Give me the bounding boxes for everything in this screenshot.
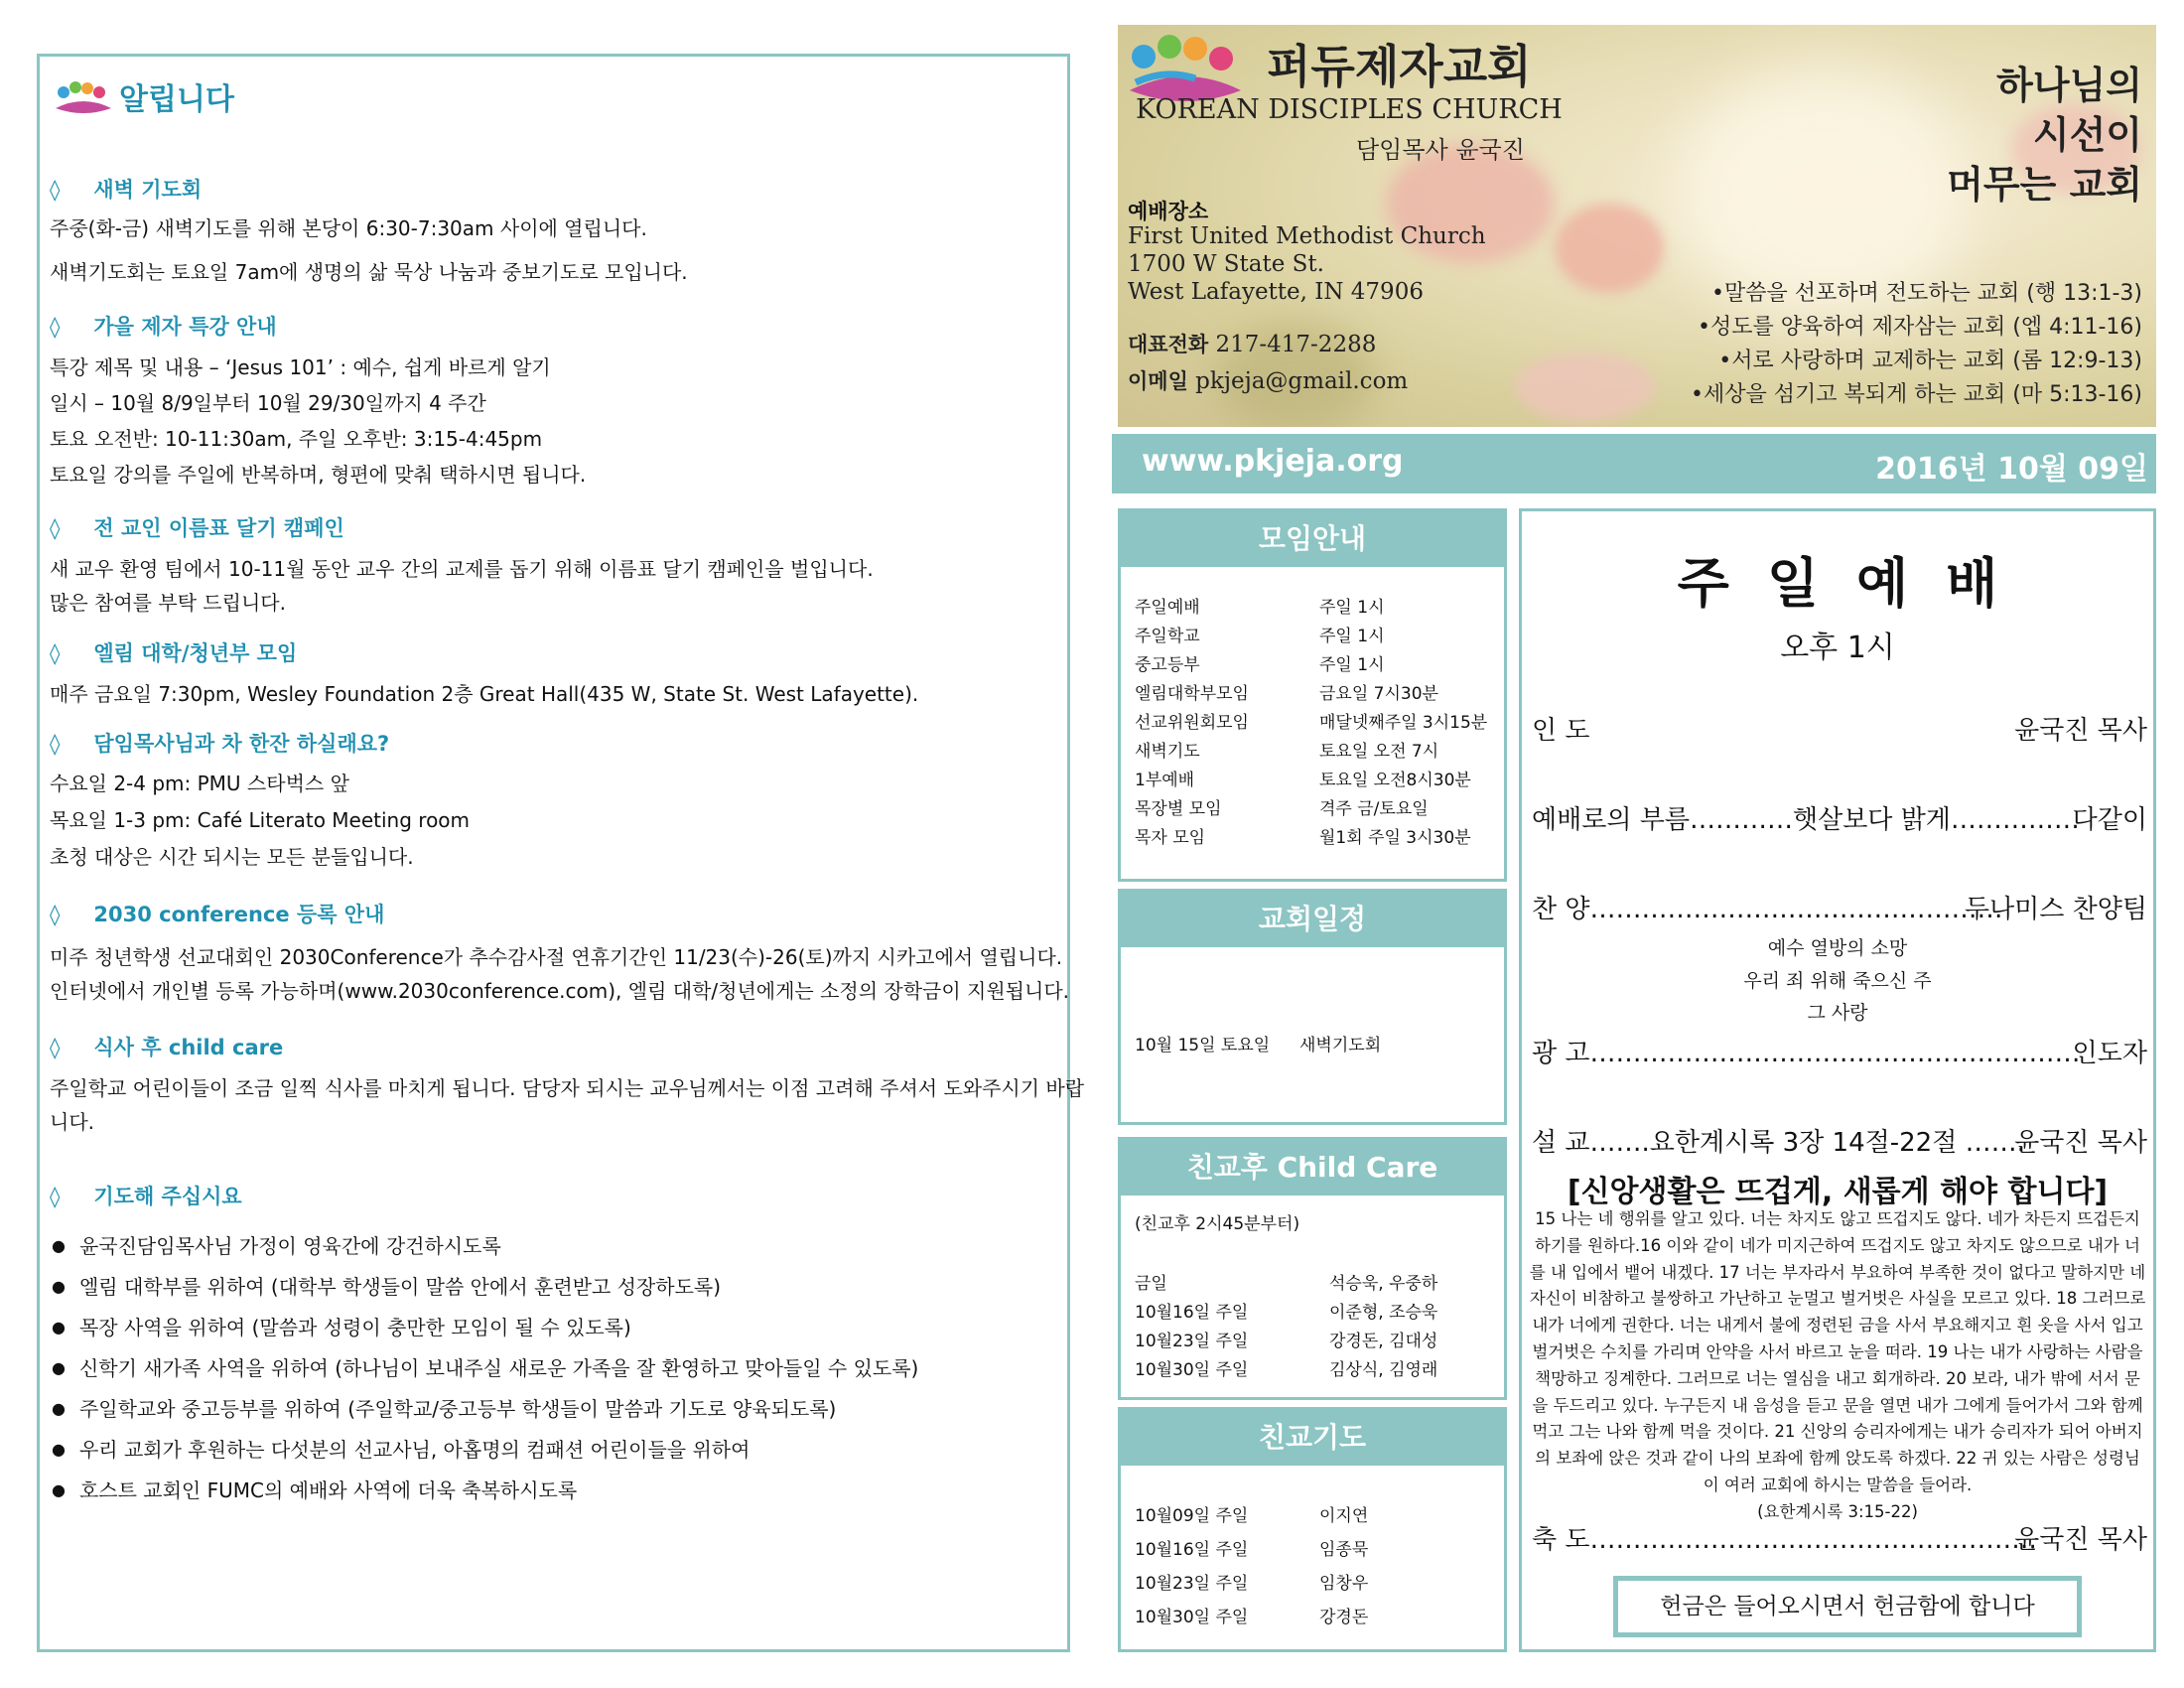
order-leader: 윤국진 목사 — [2014, 716, 2147, 746]
diamond-icon: ◊ — [50, 1185, 61, 1208]
fellowship-box — [1118, 1407, 1507, 1652]
childcare-box — [1118, 1137, 1507, 1400]
announcement-line: 토요 오전반: 10-11:30am, 주일 오후반: 3:15-4:45pm — [50, 427, 543, 451]
row-value: 임종묵 — [1319, 1540, 1369, 1560]
order-label: 인 도 — [1532, 716, 1590, 746]
row-label: 선교위원회모임 — [1135, 713, 1249, 733]
announcements-panel — [37, 54, 1085, 1652]
row-value: 토요일 오전 7시 — [1319, 742, 1439, 762]
motto-line: 시선이 — [2032, 113, 2142, 157]
announcement-line: 목요일 1-3 pm: Café Literato Meeting room — [50, 808, 471, 832]
announcement-line: 니다. — [50, 1110, 94, 1134]
motto-line: 하나님의 — [1996, 64, 2142, 107]
venue-label: 예배장소 — [1128, 200, 1209, 223]
scripture-body: 15 나는 네 행위를 알고 있다. 너는 차지도 않고 뜨겁지도 않다. 네가 차든지 뜨겁든지 하기를 원하다.16 이와 같이 네가 미지근하여 뜨겁지도 않고 차지도 않으므로 내가 너를 내 입에서 뱉어 내겠다. 17 너는 부자라서 부요하여 부족한 것이 없다고 말하지만 네 자신이 비참하고 불쌍하고 가난하고 눈멀고 벌거벗은 사실을 모르고 있다. 18 그러므로 내가 너에게 권한다. 너는 내게서 불에 정련된 금을 사서 부요해지고 흰 옷을 사서 입고 벌거벗은 수치를 가리며 안약을 사서 바르고 눈을 떠라. 19 나는 내가 사랑하는 사람을 책망하고 징계한다. 그러므로 너는 열심을 내고 회개하라. 20 보라, 내가 밖에 서서 문을 두드리고 있다. 누구든지 내 음성을 듣고 문을 열면 내가 그에게 들어가서 그와 함께 먹고 그는 나와 함께 먹을 것이다. 21 신앙의 승리자에게는 내가 승리자가 되어 아버지의 보좌에 앉은 것과 같이 나의 보좌에 함께 앉도록 하겠다. 22 귀 있는 사람은 성령님이 여러 교회에 하시는 말씀을 들어라. — [1529, 1209, 2146, 1494]
prayer-item: ● 엘림 대학부를 위하여 (대학부 학생들이 말씀 안에서 훈련받고 성장하도록) — [52, 1271, 721, 1300]
motto-line: 머무는 교회 — [1947, 163, 2142, 207]
meetings-box — [1118, 508, 1507, 882]
section-heading-text: 전 교인 이름표 달기 캠페인 — [93, 516, 344, 540]
section-heading — [50, 899, 384, 928]
hymn-item: 그 사랑 — [1807, 1002, 1868, 1024]
diamond-icon: ◊ — [50, 315, 61, 339]
row-label: 1부예배 — [1135, 771, 1195, 790]
church-logo-icon — [54, 78, 113, 118]
venue-line: First United Methodist Church — [1128, 223, 1486, 249]
offering-notice: 헌금은 들어오시면서 헌금함에 합니다 — [1613, 1576, 2082, 1637]
venue-line: West Lafayette, IN 47906 — [1128, 279, 1424, 305]
diamond-icon: ◊ — [50, 178, 61, 202]
announcement-line: 새 교우 환영 팀에서 10-11월 동안 교우 간의 교제를 돕기 위해 이름표 달기 캠페인을 벌입니다. — [50, 557, 874, 581]
schedule-title: 교회일정 — [1121, 892, 1504, 947]
row-value: 강경돈 — [1319, 1608, 1369, 1627]
worship-order-panel — [1519, 508, 2156, 1652]
order-label: 광 고………………………………………………… — [1532, 1039, 2081, 1068]
announcement-line: 일시 – 10월 8/9일부터 10월 29/30일까지 4 주간 — [50, 391, 486, 415]
row-value: 강경돈, 김대성 — [1329, 1332, 1438, 1351]
announcement-line: 주일학교 어린이들이 조금 일찍 식사를 마치게 됩니다. 담당자 되시는 교우님께서는 이점 고려해 주셔서 도와주시기 바랍 — [50, 1076, 1085, 1100]
worship-order-item — [1532, 889, 2147, 925]
childcare-note: (친교후 2시45분부터) — [1135, 1214, 1300, 1234]
announcement-line: 초청 대상은 시간 되시는 모든 분들입니다. — [50, 845, 414, 869]
vision-line: •성도를 양육하여 제자삼는 교회 (엡 4:11-16) — [1698, 315, 2142, 340]
announcement-line: 수요일 2-4 pm: PMU 스타벅스 앞 — [50, 772, 349, 795]
church-name-english: KOREAN DISCIPLES CHURCH — [1136, 94, 1563, 125]
section-heading-text: 가을 제자 특강 안내 — [93, 315, 277, 339]
vision-line: •세상을 섬기고 복되게 하는 교회 (마 5:13-16) — [1691, 382, 2142, 407]
row-label: 10월23일 주일 — [1135, 1574, 1249, 1594]
row-value: 이지연 — [1319, 1506, 1369, 1526]
fellowship-title: 친교기도 — [1121, 1410, 1504, 1466]
order-leader: 다같이 — [2072, 805, 2147, 835]
venue-line: 1700 W State St. — [1128, 251, 1324, 277]
row-label: 10월09일 주일 — [1135, 1506, 1249, 1526]
worship-order-item — [1532, 1122, 2147, 1159]
church-header — [1118, 25, 2156, 427]
worship-order-item — [1532, 710, 2147, 747]
announcements-title: 알립니다 — [119, 82, 234, 117]
bulletin-date: 2016년 10월 09일 — [1875, 452, 2148, 487]
worship-time: 오후 1시 — [1780, 631, 1895, 665]
row-value: 주일 1시 — [1319, 655, 1385, 675]
prayer-item: ● 신학기 새가족 사역을 위하여 (하나님이 보내주실 새로운 가족을 잘 환영하고 맞아들일 수 있도록) — [52, 1352, 918, 1381]
diamond-icon: ◊ — [50, 641, 61, 665]
row-value: 석승욱, 우중하 — [1329, 1274, 1438, 1294]
hymn-item: 예수 열방의 소망 — [1767, 937, 1908, 959]
announcement-line: 미주 청년학생 선교대회인 2030Conference가 추수감사절 연휴기간인 11/23(수)-26(토)까지 시카고에서 열립니다. — [50, 945, 1063, 969]
row-label: 10월30일 주일 — [1135, 1360, 1249, 1380]
diamond-icon: ◊ — [50, 732, 61, 756]
diamond-icon: ◊ — [50, 1036, 61, 1059]
worship-title: 주일예배 — [1677, 552, 2036, 615]
prayer-item: ● 우리 교회가 후원하는 다섯분의 선교사님, 아홉명의 컴패션 어린이들을 위하여 — [52, 1434, 750, 1463]
order-leader: 두나미스 찬양팀 — [1964, 895, 2147, 924]
row-label: 금일 — [1135, 1274, 1167, 1294]
senior-pastor: 담임목사 윤국진 — [1356, 136, 1525, 164]
hymn-item: 우리 죄 위해 죽으신 주 — [1743, 970, 1932, 992]
order-label: 예배로의 부름…………햇살보다 밝게…………… — [1532, 805, 2080, 835]
phone-number: 217-417-2288 — [1215, 332, 1377, 357]
section-heading — [50, 512, 344, 542]
row-value: 김상식, 김영래 — [1329, 1360, 1438, 1380]
announcement-line: 새벽기도회는 토요일 7am에 생명의 삶 묵상 나눔과 중보기도로 모입니다. — [50, 260, 688, 284]
row-value: 주일 1시 — [1319, 627, 1385, 646]
section-heading — [50, 1032, 283, 1061]
section-heading — [50, 728, 389, 758]
section-heading — [50, 311, 277, 341]
phone-label: 대표전화 — [1128, 333, 1209, 356]
section-heading-text: 담임목사님과 차 한잔 하실래요? — [93, 732, 390, 756]
row-value: 토요일 오전8시30분 — [1319, 771, 1471, 790]
announcement-line: 매주 금요일 7:30pm, Wesley Foundation 2층 Great Hall(435 W, State St. West Lafayette). — [50, 682, 919, 706]
announcement-line: 많은 참여를 부탁 드립니다. — [50, 591, 286, 615]
meetings-title: 모임안내 — [1121, 511, 1504, 567]
sermon-title: [신앙생활은 뜨겁게, 새롭게 해야 합니다] — [1567, 1175, 2109, 1209]
prayer-item: ● 호스트 교회인 FUMC의 예배와 사역에 더욱 축복하시도록 — [52, 1475, 577, 1503]
announcement-line: 토요일 강의를 주일에 반복하며, 형편에 맞춰 택하시면 됩니다. — [50, 463, 587, 487]
row-label: 목장별 모임 — [1135, 799, 1222, 819]
schedule-event: 새벽기도회 — [1299, 1036, 1382, 1055]
row-value: 매달넷째주일 3시15분 — [1319, 713, 1488, 733]
row-value: 금요일 7시30분 — [1319, 684, 1438, 704]
order-leader: 윤국진 목사 — [2014, 1525, 2147, 1555]
row-value: 격주 금/토요일 — [1319, 799, 1429, 819]
section-heading-text: 기도해 주십시요 — [93, 1185, 242, 1208]
vision-line: •말씀을 선포하며 전도하는 교회 (행 13:1-3) — [1711, 281, 2142, 306]
row-label: 중고등부 — [1135, 655, 1200, 675]
row-value: 주일 1시 — [1319, 598, 1385, 618]
announcement-line: 특강 제목 및 내용 – ‘Jesus 101’ : 예수, 쉽게 바르게 알기 — [50, 355, 551, 379]
order-label: 축 도……………………………………………. — [1532, 1525, 2037, 1555]
website-date-bar — [1112, 434, 2156, 493]
diamond-icon: ◊ — [50, 516, 61, 540]
prayer-item: ● 주일학교와 중고등부를 위하여 (주일학교/중고등부 학생들이 말씀과 기도로 양육되도록) — [52, 1393, 836, 1422]
order-leader: 윤국진 목사 — [2014, 1128, 2147, 1158]
announcement-line: 인터넷에서 개인별 등록 가능하며(www.2030conference.com), 엘림 대학/청년에게는 소정의 장학금이 지원됩니다. — [50, 979, 1069, 1003]
vision-line: •서로 사랑하며 교제하는 교회 (롬 12:9-13) — [1718, 349, 2142, 373]
order-leader: 인도자 — [2072, 1039, 2147, 1068]
row-label: 10월16일 주일 — [1135, 1540, 1249, 1560]
row-label: 엘림대학부모임 — [1135, 684, 1249, 704]
row-value: 이준형, 조승욱 — [1329, 1303, 1438, 1323]
diamond-icon: ◊ — [50, 903, 61, 926]
worship-order-item — [1532, 1033, 2147, 1069]
section-heading-text: 2030 conference 등록 안내 — [93, 903, 385, 926]
order-label: 찬 양………………………………………… — [1532, 895, 2003, 924]
section-heading — [50, 174, 202, 204]
scripture-reference: (요한계시록 3:15-22) — [1757, 1501, 1918, 1521]
email-address: pkjeja@gmail.com — [1195, 368, 1409, 394]
prayer-item: ● 목장 사역을 위하여 (말씀과 성령이 충만한 모임이 될 수 있도록) — [52, 1312, 631, 1340]
order-label: 설 교…….요한계시록 3장 14절-22절 ……. — [1532, 1128, 2025, 1158]
email-line — [1128, 365, 1408, 395]
row-label: 주일학교 — [1135, 627, 1200, 646]
row-label: 10월30일 주일 — [1135, 1608, 1249, 1627]
prayer-item: ● 윤국진담임목사님 가정이 영육간에 강건하시도록 — [52, 1230, 501, 1259]
section-heading-text: 식사 후 child care — [93, 1036, 284, 1059]
section-heading-text: 새벽 기도회 — [93, 178, 203, 202]
row-label: 새벽기도 — [1135, 742, 1200, 762]
phone-line — [1128, 329, 1376, 358]
scripture-text — [1528, 1206, 2147, 1526]
worship-order-item — [1532, 799, 2147, 836]
schedule-box — [1118, 889, 1507, 1125]
announcement-line: 주중(화-금) 새벽기도를 위해 본당이 6:30-7:30am 사이에 열립니다. — [50, 216, 647, 240]
section-heading — [50, 1181, 242, 1210]
row-label: 10월23일 주일 — [1135, 1332, 1249, 1351]
row-value: 월1회 주일 3시30분 — [1319, 828, 1471, 848]
church-name-korean: 퍼듀제자교회 — [1267, 40, 1532, 93]
website-link[interactable]: www.pkjeja.org — [1142, 444, 1404, 479]
section-heading-text: 엘림 대학/청년부 모임 — [93, 641, 298, 665]
row-label: 10월16일 주일 — [1135, 1303, 1249, 1323]
row-label: 목자 모임 — [1135, 828, 1206, 848]
childcare-title: 친교후 Child Care — [1121, 1140, 1504, 1196]
section-heading — [50, 637, 297, 667]
schedule-date: 10월 15일 토요일 — [1135, 1036, 1271, 1055]
email-label: 이메일 — [1128, 369, 1188, 393]
row-label: 주일예배 — [1135, 598, 1200, 618]
row-value: 임창우 — [1319, 1574, 1369, 1594]
